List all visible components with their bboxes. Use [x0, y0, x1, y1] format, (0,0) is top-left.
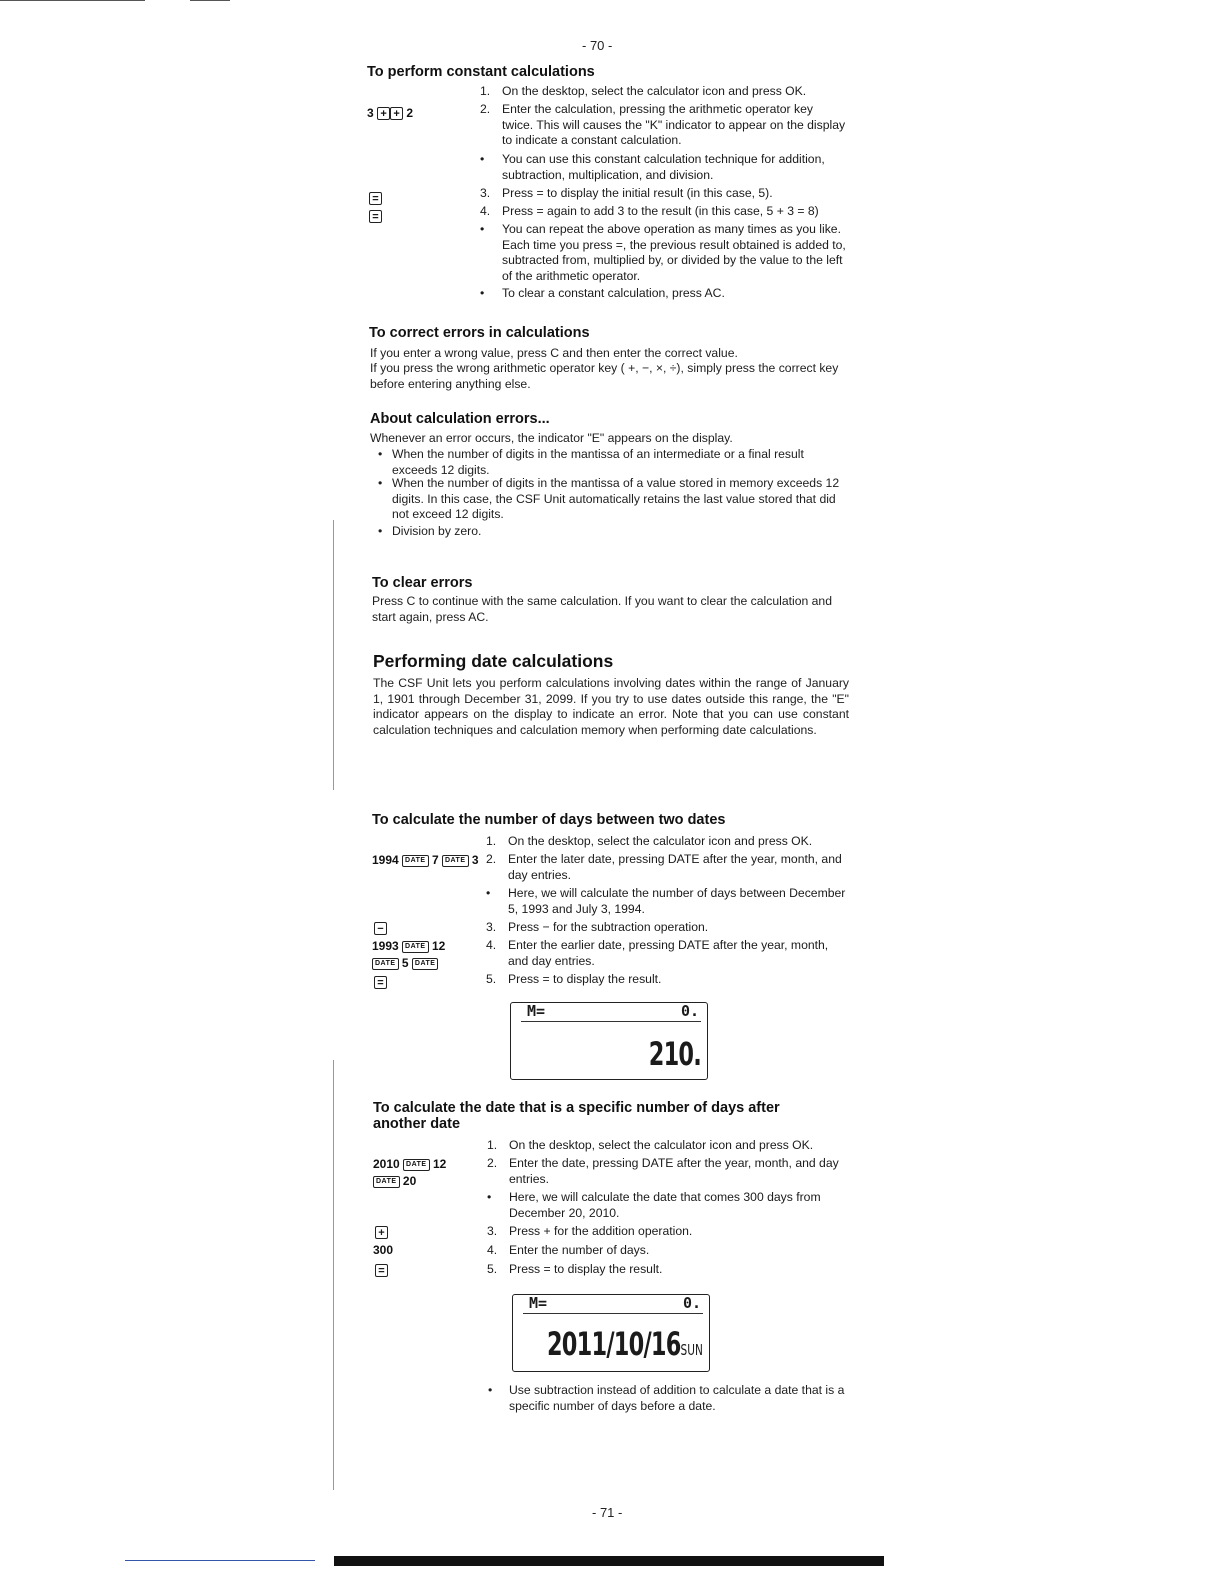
plus-key-icon: + [390, 107, 403, 120]
section-title-correct-errors: To correct errors in calculations [369, 325, 590, 341]
list-item: • Use subtraction instead of addition to calculate a date that is a specific number of days before a date. [488, 1383, 845, 1413]
keys-start-date-day: DATE 20 [373, 1173, 416, 1190]
date-key-icon: DATE [442, 855, 469, 867]
paragraph: If you press the wrong arithmetic operator key ( +, −, ×, ÷), simply press the correct key before entering anything else. [370, 361, 839, 391]
key-text-3: 3 [367, 106, 374, 120]
section-title-constant: To perform constant calculations [367, 64, 595, 80]
memory-value: 0. [680, 1002, 699, 1020]
memory-value: 0. [682, 1294, 701, 1312]
section-title-date-calculations: Performing date calculations [373, 651, 614, 671]
display-date: 2011/10/16 [547, 1325, 681, 1363]
scan-bottom-bar [334, 1556, 884, 1566]
list-item: • When the number of digits in the mantissa of an intermediate or a final result exceeds 12 digits. [378, 447, 804, 477]
date-key-icon: DATE [403, 1159, 430, 1171]
minus-key-icon: − [374, 920, 387, 938]
section-title-calc-errors: About calculation errors... [370, 411, 550, 427]
page-number-bottom: - 71 - [592, 1505, 623, 1520]
date-key-icon: DATE [412, 958, 439, 970]
equals-key-icon: = [374, 974, 387, 992]
margin-line [333, 520, 334, 790]
plus-key-icon: + [375, 1224, 388, 1242]
keys-earlier-date: 1993 DATE 12 [372, 939, 446, 953]
display-result [547, 1325, 703, 1363]
scan-line-top-left [0, 0, 145, 1]
calculator-display [510, 1002, 708, 1080]
list-item: • When the number of digits in the mantissa of a value stored in memory exceeds 12 digits. In this case, the CSF Unit automatically retains the last value stored that did not exceed 12 digits. [378, 476, 840, 521]
date-key-icon: DATE [373, 1176, 400, 1188]
keys-number-of-days: 300 [373, 1243, 394, 1257]
keys-constant-entry [367, 105, 413, 122]
key-text-2: 2 [406, 106, 414, 120]
margin-line-lower [333, 1060, 334, 1490]
page-number-top: - 70 - [582, 38, 613, 53]
paragraph: Whenever an error occurs, the indicator "E" appears on the display. [370, 431, 733, 445]
display-memory-row [521, 1002, 701, 1022]
section-title-days-between: To calculate the number of days between two dates [372, 812, 726, 828]
list-item: • Division by zero. [378, 524, 482, 538]
memory-indicator: M= [527, 1002, 546, 1020]
date-key-icon: DATE [402, 941, 429, 953]
paragraph: The CSF Unit lets you perform calculations involving dates within the range of January 1, 1901 through December 31, 2099. If you try to use dates outside this range, the "E" indicator appears on the display to indicate an error. Note that you can use constant calculation techniques and calculation memory when performing date calculations. [373, 676, 849, 737]
section-title-clear-errors: To clear errors [372, 575, 473, 591]
equals-key-icon: = [369, 208, 382, 226]
date-key-icon: DATE [402, 855, 429, 867]
paragraph: If you enter a wrong value, press C and then enter the correct value. [370, 346, 738, 360]
calculator-display [512, 1294, 710, 1372]
memory-indicator: M= [529, 1294, 548, 1312]
paragraph: Press C to continue with the same calculation. If you want to clear the calculation and start again, press AC. [372, 594, 832, 624]
keys-later-date: 1994 DATE 7 DATE 3 [372, 853, 479, 867]
scan-line-top-mid [190, 0, 230, 1]
display-memory-row [523, 1294, 703, 1314]
equals-key-icon: = [375, 1262, 388, 1280]
scan-bottom-line [125, 1560, 315, 1561]
keys-start-date: 2010 DATE 12 [373, 1157, 447, 1171]
date-key-icon: DATE [372, 958, 399, 970]
display-day-of-week: SUN [680, 1341, 703, 1359]
keys-earlier-date-day: DATE 5 DATE [372, 955, 438, 972]
plus-key-icon: + [377, 107, 390, 120]
section-title-date-after: To calculate the date that is a specific number of days after another date [373, 1100, 780, 1132]
equals-key-icon: = [369, 190, 382, 208]
display-result: 210. [648, 1035, 701, 1073]
